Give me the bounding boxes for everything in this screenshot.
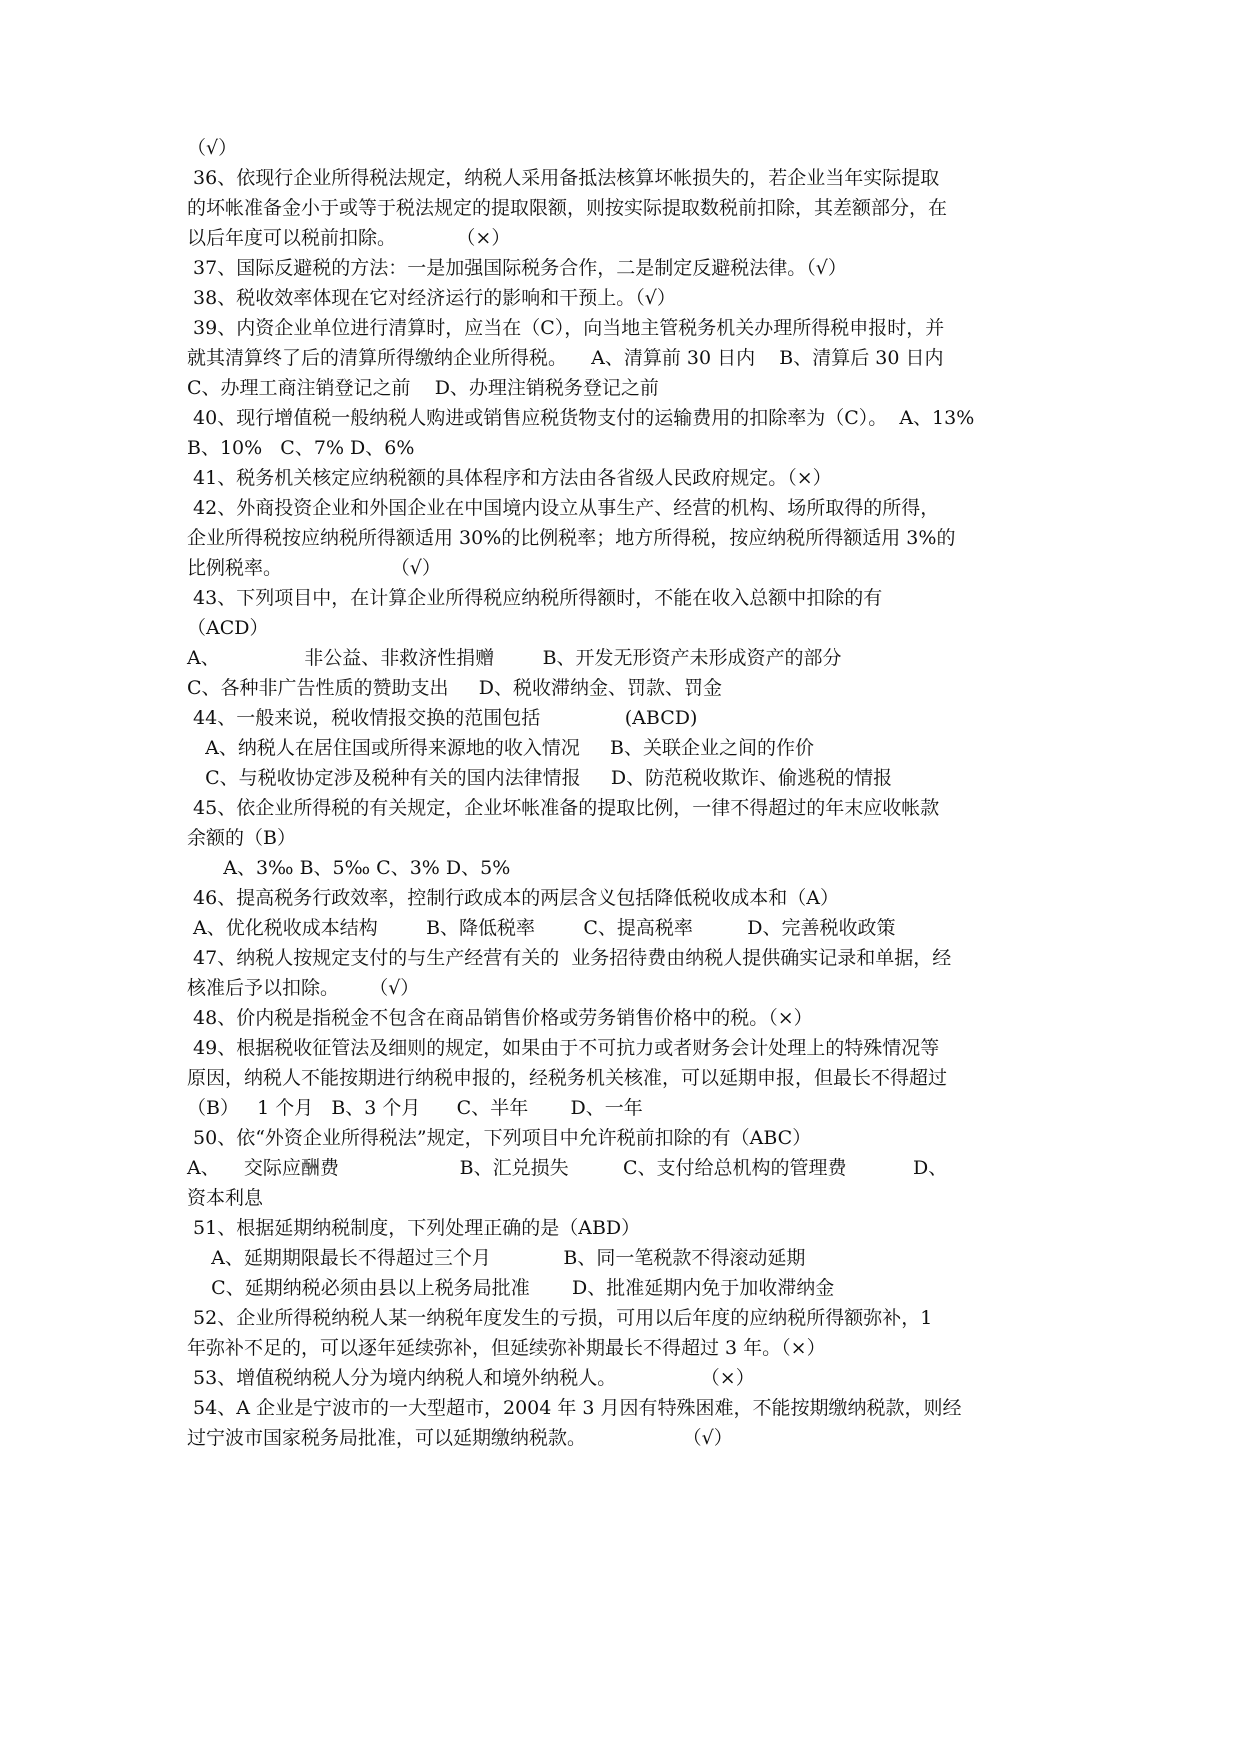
text-line: 43、下列项目中，在计算企业所得税应纳税所得额时，不能在收入总额中扣除的有: [187, 587, 883, 609]
text-line: 38、税收效率体现在它对经济运行的影响和干预上。（√）: [187, 287, 676, 309]
text-line: 36、依现行企业所得税法规定，纳税人采用备抵法核算坏帐损失的，若企业当年实际提取: [187, 167, 940, 189]
text-line: A、3‰ B、5‰ C、3% D、5%: [187, 857, 511, 879]
text-line: 46、提高税务行政效率，控制行政成本的两层含义包括降低税收成本和（A）: [187, 887, 839, 909]
text-line: A、 非公益、非救济性捐赠 B、开发无形资产未形成资产的部分: [187, 647, 842, 669]
text-line: A、优化税收成本结构 B、降低税率 C、提高税率 D、完善税收政策: [187, 917, 896, 939]
text-line: 比例税率。 （√）: [187, 557, 441, 579]
text-line: C、各种非广告性质的赞助支出 D、税收滞纳金、罚款、罚金: [187, 677, 722, 699]
text-line: 40、现行增值税一般纳税人购进或销售应税货物支付的运输费用的扣除率为（C）。 A、13%: [187, 407, 975, 429]
text-line: 48、价内税是指税金不包含在商品销售价格或劳务销售价格中的税。（×）: [187, 1007, 813, 1029]
text-line: C、与税收协定涉及税种有关的国内法律情报 D、防范税收欺诈、偷逃税的情报: [187, 767, 893, 789]
text-line: 47、纳税人按规定支付的与生产经营有关的 业务招待费由纳税人提供确实记录和单据，经: [187, 947, 952, 969]
text-line: A、纳税人在居住国或所得来源地的收入情况 B、关联企业之间的作价: [187, 737, 815, 759]
text-line: （ACD）: [187, 617, 269, 639]
text-line: （√）: [187, 137, 238, 159]
text-line: 以后年度可以税前扣除。 （×）: [187, 227, 511, 249]
text-line: B、10% C、7% D、6%: [187, 437, 415, 459]
text-line: 核准后予以扣除。 （√）: [187, 977, 420, 999]
text-line: 过宁波市国家税务局批准，可以延期缴纳税款。 （√）: [187, 1427, 733, 1449]
text-line: 资本利息: [187, 1187, 264, 1209]
text-line: 37、国际反避税的方法：一是加强国际税务合作，二是制定反避税法律。（√）: [187, 257, 847, 279]
text-line: A、延期期限最长不得超过三个月 B、同一笔税款不得滚动延期: [187, 1247, 806, 1269]
text-line: 就其清算终了后的清算所得缴纳企业所得税。 A、清算前 30 日内 B、清算后 30 日内: [187, 347, 944, 369]
text-line: A、 交际应酬费 B、汇兑损失 C、支付给总机构的管理费 D、: [187, 1157, 948, 1179]
text-line: 52、企业所得税纳税人某一纳税年度发生的亏损，可用以后年度的应纳税所得额弥补，1: [187, 1307, 933, 1329]
text-line: 41、税务机关核定应纳税额的具体程序和方法由各省级人民政府规定。（×）: [187, 467, 832, 489]
text-line: 的坏帐准备金小于或等于税法规定的提取限额，则按实际提取数税前扣除，其差额部分，在: [187, 197, 948, 219]
text-line: 54、A 企业是宁波市的一大型超市，2004 年 3 月因有特殊困难，不能按期缴纳税款，则经: [187, 1397, 962, 1419]
text-line: 39、内资企业单位进行清算时，应当在（C），向当地主管税务机关办理所得税申报时，并: [187, 317, 945, 339]
text-line: C、办理工商注销登记之前 D、办理注销税务登记之前: [187, 377, 659, 399]
text-line: 年弥补不足的，可以逐年延续弥补，但延续弥补期最长不得超过 3 年。（×）: [187, 1337, 826, 1359]
text-line: 51、根据延期纳税制度，下列处理正确的是（ABD）: [187, 1217, 641, 1239]
text-line: 44、一般来说，税收情报交换的范围包括 (ABCD): [187, 707, 698, 729]
text-line: 50、依“外资企业所得税法”规定，下列项目中允许税前扣除的有（ABC）: [187, 1127, 812, 1149]
text-line: C、延期纳税必须由县以上税务局批准 D、批准延期内免于加收滞纳金: [187, 1277, 835, 1299]
text-line: 余额的（B）: [187, 827, 296, 849]
text-line: 企业所得税按应纳税所得额适用 30%的比例税率；地方所得税，按应纳税所得额适用 3%的: [187, 527, 956, 549]
text-line: 原因，纳税人不能按期进行纳税申报的，经税务机关核准，可以延期申报，但最长不得超过: [187, 1067, 948, 1089]
text-line: 53、增值税纳税人分为境内纳税人和境外纳税人。 （×）: [187, 1367, 755, 1389]
text-line: 45、依企业所得税的有关规定，企业坏帐准备的提取比例，一律不得超过的年末应收帐款: [187, 797, 940, 819]
text-line: 42、外商投资企业和外国企业在中国境内设立从事生产、经营的机构、场所取得的所得，: [187, 497, 940, 519]
text-line: （B） 1 个月 B、3 个月 C、半年 D、一年: [187, 1097, 643, 1119]
text-line: 49、根据税收征管法及细则的规定，如果由于不可抗力或者财务会计处理上的特殊情况等: [187, 1037, 940, 1059]
